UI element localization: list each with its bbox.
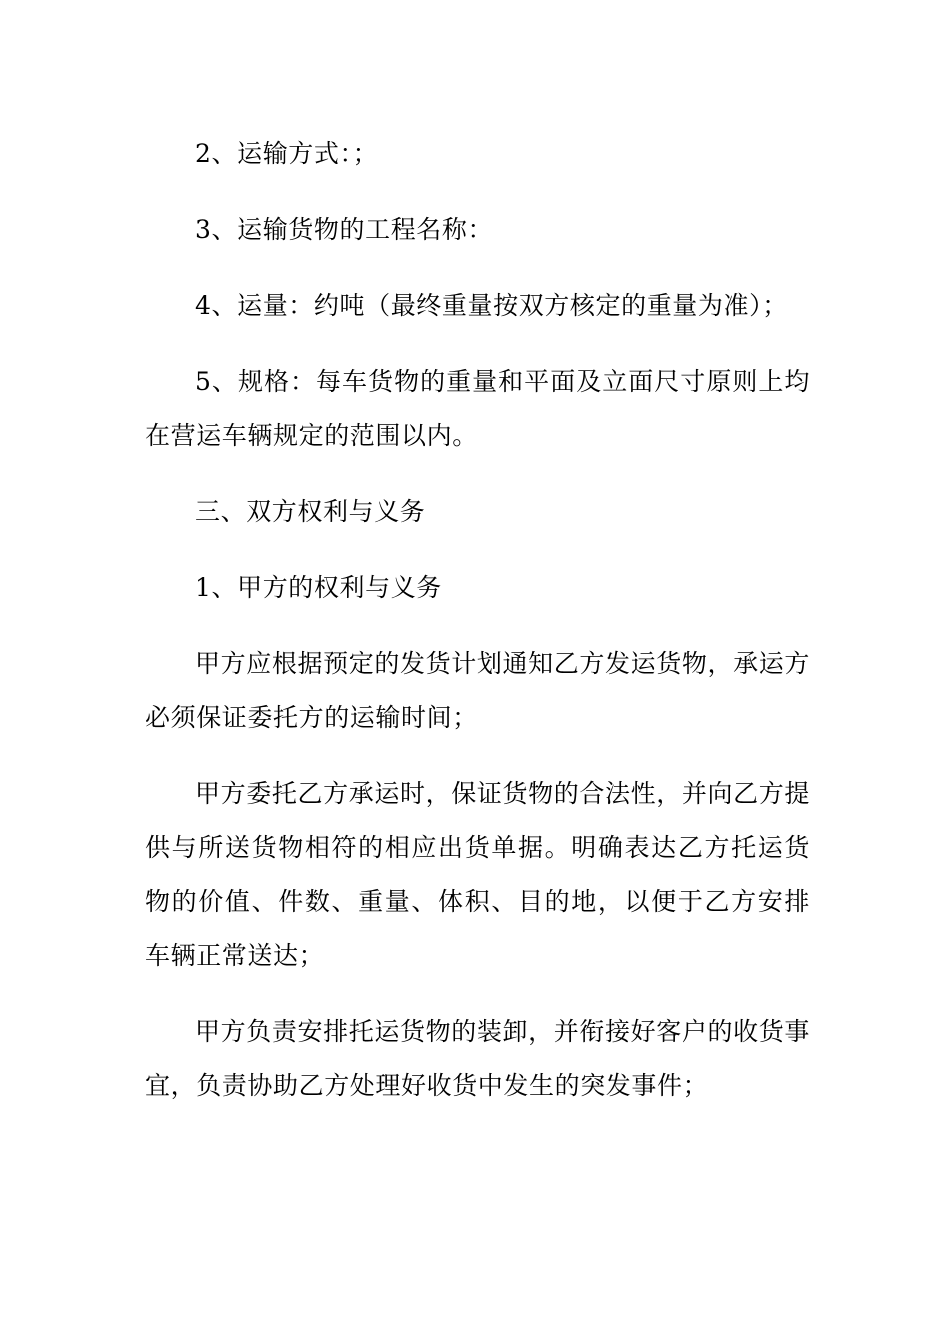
document-body — [145, 127, 810, 1135]
paragraph-project-name: 3、运输货物的工程名称： — [195, 215, 494, 244]
paragraph-loading: 甲方负责安排托运货物的装卸，并衔接好客户的收货事宜，负责协助乙方处理好收货中发生的突发事件； — [145, 1017, 810, 1100]
paragraph-legality: 甲方委托乙方承运时，保证货物的合法性，并向乙方提供与所送货物相符的相应出货单据。明确表达乙方托运货物的价值、件数、重量、体积、目的地，以便于乙方安排车辆正常送达； — [145, 779, 810, 970]
paragraph-shipping-plan: 甲方应根据预定的发货计划通知乙方发运货物，承运方必须保证委托方的运输时间； — [145, 649, 810, 732]
subheading-party-a: 1、甲方的权利与义务 — [195, 573, 442, 602]
paragraph-volume: 4、运量：约吨（最终重量按双方核定的重量为准）； — [195, 291, 788, 320]
section-heading-rights: 三、双方权利与义务 — [195, 497, 426, 526]
paragraph-specification: 5、规格：每车货物的重量和平面及立面尺寸原则上均在营运车辆规定的范围以内。 — [145, 367, 810, 450]
paragraph-transport-method: 2、运输方式：； — [195, 139, 379, 168]
